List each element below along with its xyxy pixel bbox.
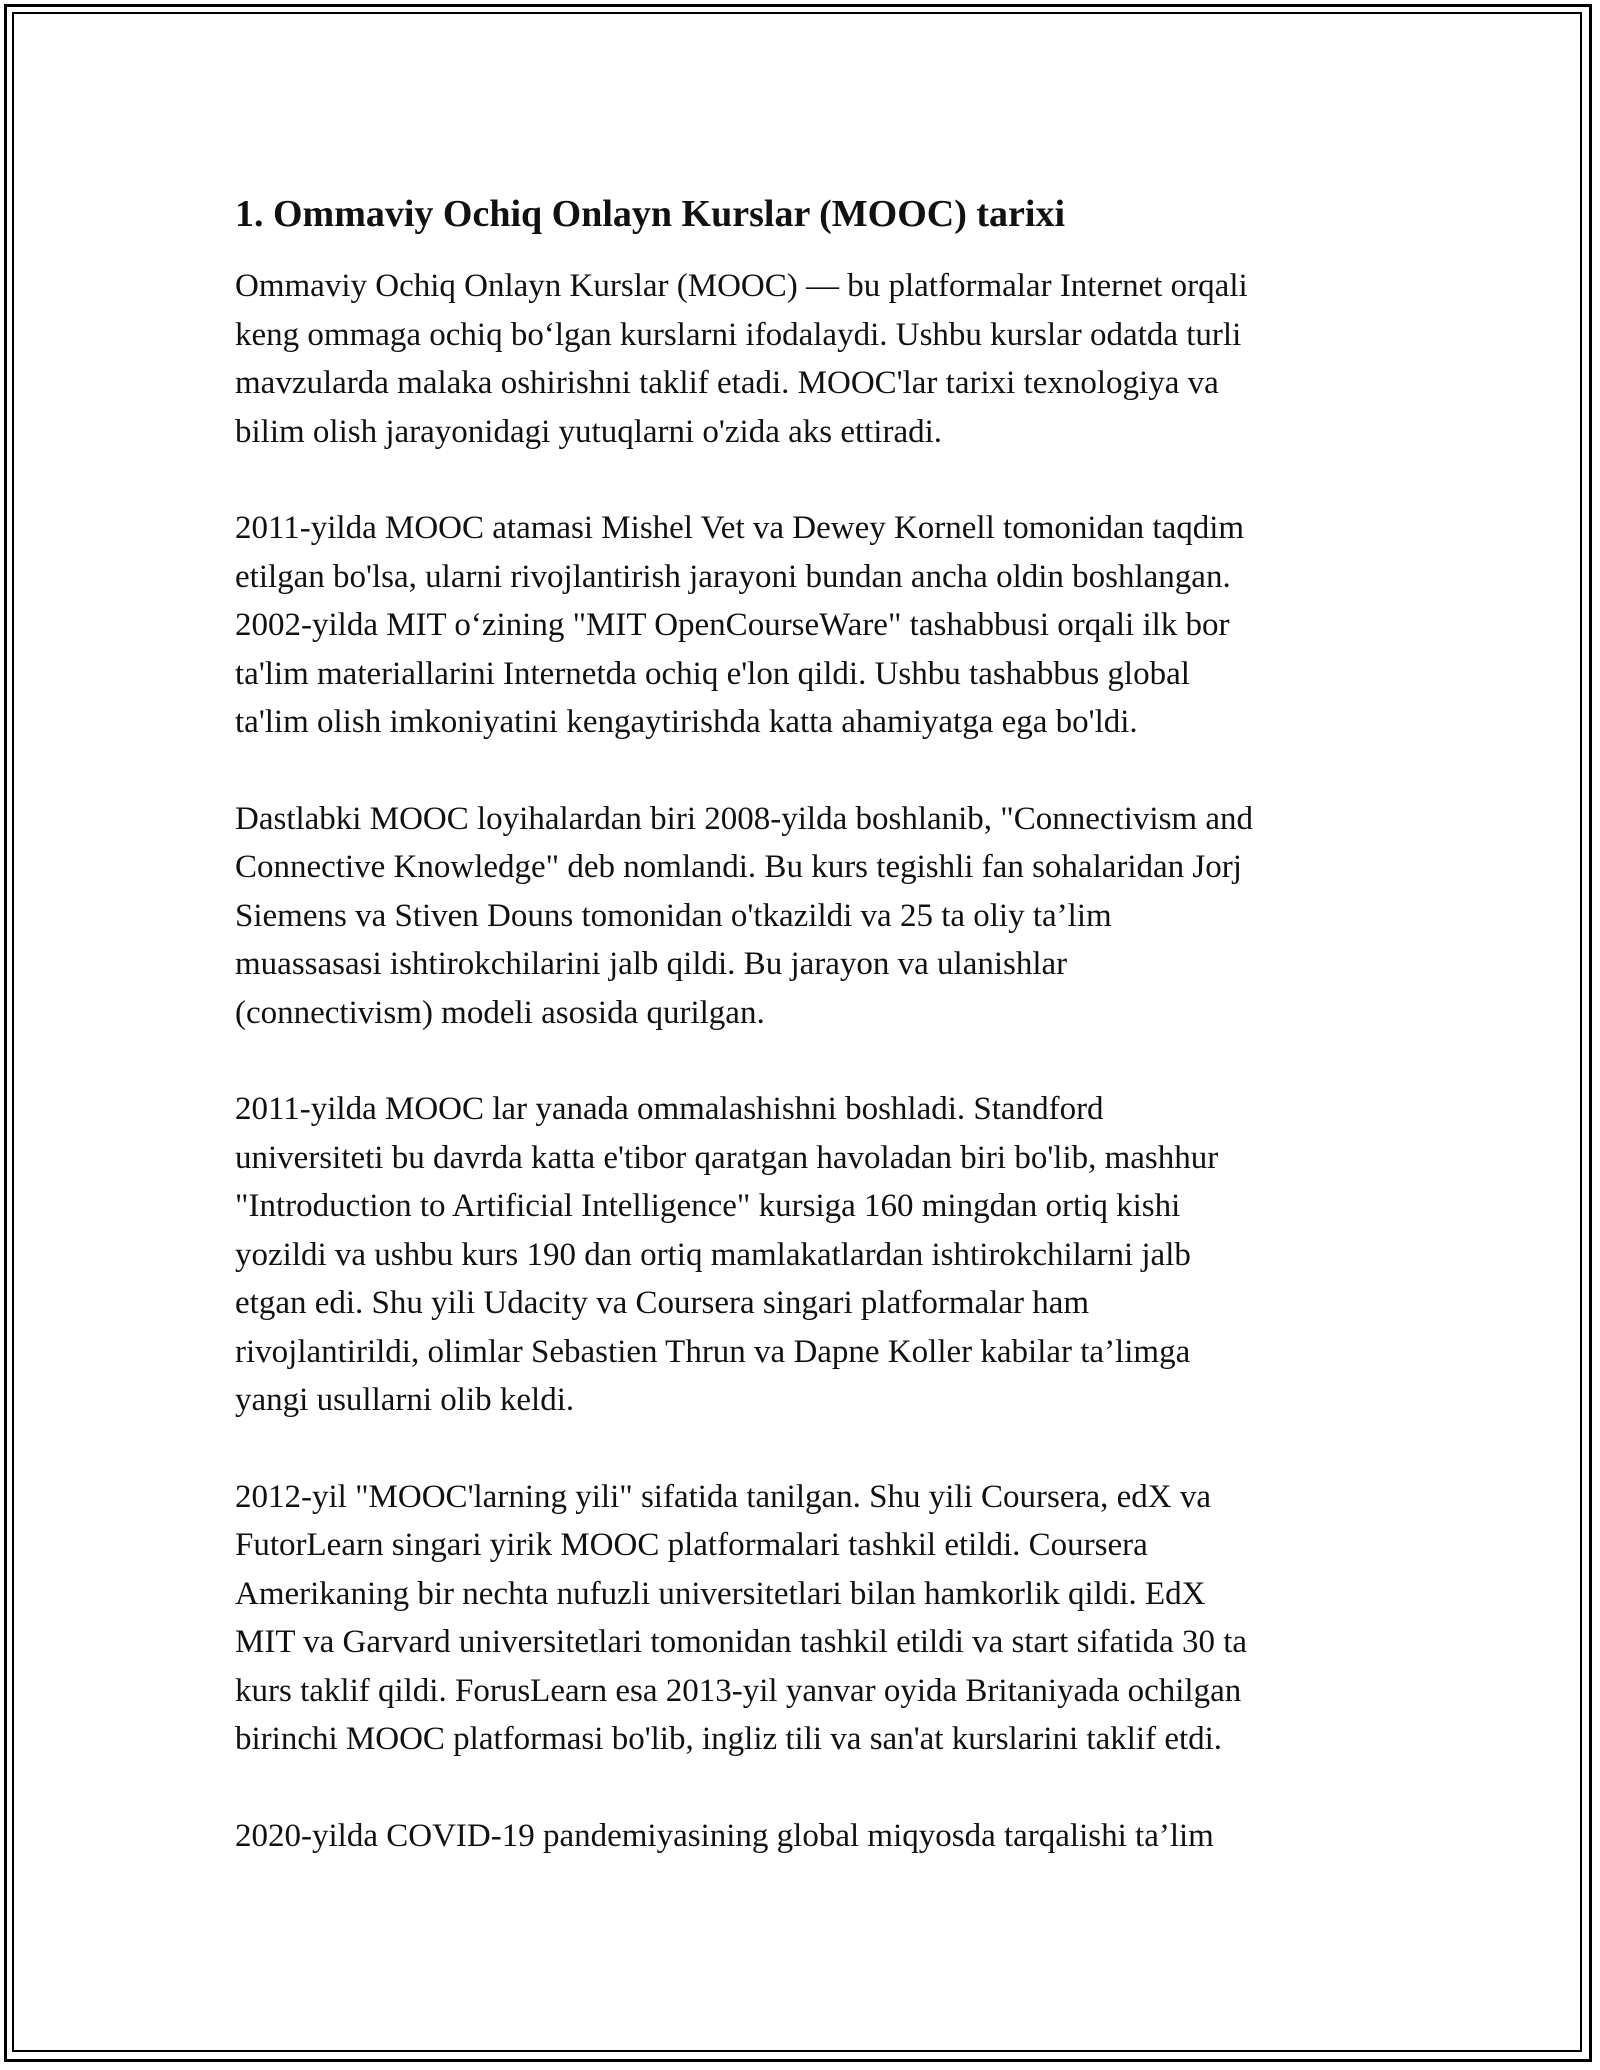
- text-line: rivojlantirildi, olimlar Sebastien Thrun va Dapne Koller kabilar ta’limga: [235, 1333, 1191, 1370]
- text-line: universiteti bu davrda katta e'tibor qaratgan havoladan biri bo'lib, mashhur: [235, 1139, 1219, 1176]
- text-line: yozildi va ushbu kurs 190 dan ortiq mamlakatlardan ishtirokchilarni jalb: [235, 1236, 1191, 1273]
- text-line: 2002-yilda MIT o‘zining "MIT OpenCourseWare" tashabbusi orqali ilk bor: [235, 607, 1230, 643]
- text-line: yangi usullarni olib keldi.: [235, 1382, 575, 1418]
- text-line: Ommaviy Ochiq Onlayn Kurslar (MOOC) — bu platformalar Internet orqali: [235, 268, 1248, 304]
- paragraph-intro: [235, 262, 1375, 456]
- paragraph-2020-covid: [235, 1812, 1375, 1861]
- text-line: Amerikaning bir nechta nufuzli universitetlari bilan hamkorlik qildi. EdX: [235, 1575, 1206, 1612]
- text-line: MIT va Garvard universitetlari tomonidan tashkil etildi va start sifatida 30 ta: [235, 1624, 1248, 1660]
- section-heading: 1. Ommaviy Ochiq Onlayn Kurslar (MOOC) tarixi: [235, 193, 1066, 235]
- document-body: [235, 190, 1375, 1908]
- text-line: 2011-yilda MOOC atamasi Mishel Vet va Dewey Kornell tomonidan taqdim: [235, 510, 1245, 546]
- text-line: keng ommaga ochiq bo‘lgan kurslarni ifodalaydi. Ushbu kurslar odatda turli: [235, 316, 1242, 353]
- text-line: Dastlabki MOOC loyihalardan biri 2008-yilda boshlanib, "Connectivism and: [235, 800, 1253, 837]
- paragraph-2011-term: [235, 504, 1375, 747]
- text-line: birinchi MOOC platformasi bo'lib, ingliz tili va san'at kurslarini taklif etdi.: [235, 1721, 1223, 1757]
- text-line: 2020-yilda COVID-19 pandemiyasining global miqyosda tarqalishi ta’lim: [235, 1817, 1214, 1854]
- text-line: (connectivism) modeli asosida qurilgan.: [235, 994, 765, 1031]
- text-line: Siemens va Stiven Douns tomonidan o'tkazildi va 25 ta oliy ta’lim: [235, 897, 1112, 934]
- text-line: Connective Knowledge" deb nomlandi. Bu kurs tegishli fan sohalaridan Jorj: [235, 849, 1242, 885]
- text-line: ta'lim materiallarini Internetda ochiq e'lon qildi. Ushbu tashabbus global: [235, 655, 1190, 692]
- text-line: kurs taklif qildi. ForusLearn esa 2013-yil yanvar oyida Britaniyada ochilgan: [235, 1672, 1242, 1709]
- text-line: 2011-yilda MOOC lar yanada ommalashishni boshladi. Standford: [235, 1091, 1104, 1127]
- text-line: etilgan bo'lsa, ularni rivojlantirish jarayoni bundan ancha oldin boshlangan.: [235, 558, 1231, 595]
- paragraph-2011-growth: [235, 1085, 1375, 1425]
- text-line: etgan edi. Shu yili Udacity va Coursera singari platformalar ham: [235, 1285, 1090, 1321]
- text-line: 2012-yil "MOOC'larning yili" sifatida tanilgan. Shu yili Coursera, edX va: [235, 1478, 1211, 1515]
- text-line: FutorLearn singari yirik MOOC platformalari tashkil etildi. Coursera: [235, 1527, 1148, 1563]
- paragraph-2008-first-mooc: [235, 795, 1375, 1038]
- text-line: bilim olish jarayonidagi yutuqlarni o'zida aks ettiradi.: [235, 413, 943, 450]
- paragraph-2012-year-of-mooc: [235, 1473, 1375, 1764]
- text-line: "Introduction to Artificial Intelligence" kursiga 160 mingdan ortiq kishi: [235, 1188, 1181, 1224]
- text-line: muassasasi ishtirokchilarini jalb qildi. Bu jarayon va ulanishlar: [235, 946, 1068, 982]
- text-line: mavzularda malaka oshirishni taklif etadi. MOOC'lar tarixi texnologiya va: [235, 365, 1219, 401]
- text-line: ta'lim olish imkoniyatini kengaytirishda katta ahamiyatga ega bo'ldi.: [235, 704, 1138, 740]
